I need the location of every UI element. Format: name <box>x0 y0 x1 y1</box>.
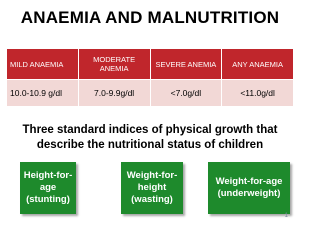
index-label: Weight-for-age <box>215 176 283 187</box>
cell-severe-value: <7.0g/dl <box>150 80 222 107</box>
index-note: (stunting) <box>26 194 70 205</box>
anaemia-table <box>6 48 294 107</box>
index-label: Height-for-age <box>23 170 73 193</box>
weight-for-height-box <box>121 162 183 214</box>
weight-for-age-box <box>208 162 290 214</box>
cell-any-value: <11.0g/dl <box>222 80 294 107</box>
slide-title: ANAEMIA AND MALNUTRITION <box>20 8 280 27</box>
header-mild-anaemia: MILD ANAEMIA <box>7 49 79 80</box>
header-any-anaemia: ANY ANAEMIA <box>222 49 294 80</box>
table-row <box>7 80 294 107</box>
subtitle: Three standard indices of physical growth that describe the nutritional status of children <box>22 124 278 151</box>
page-number: 1 <box>284 213 288 219</box>
table-header-row <box>7 49 294 80</box>
index-note: (wasting) <box>131 194 173 205</box>
index-label: Weight-for-height <box>126 170 178 193</box>
header-severe-anemia: SEVERE ANEMIA <box>150 49 222 80</box>
height-for-age-box <box>20 162 76 214</box>
header-moderate-anemia: MODERATE ANEMIA <box>78 49 150 80</box>
index-note: (underweight) <box>217 188 281 199</box>
cell-mild-value: 10.0-10.9 g/dl <box>7 80 79 107</box>
cell-moderate-value: 7.0-9.9g/dl <box>78 80 150 107</box>
